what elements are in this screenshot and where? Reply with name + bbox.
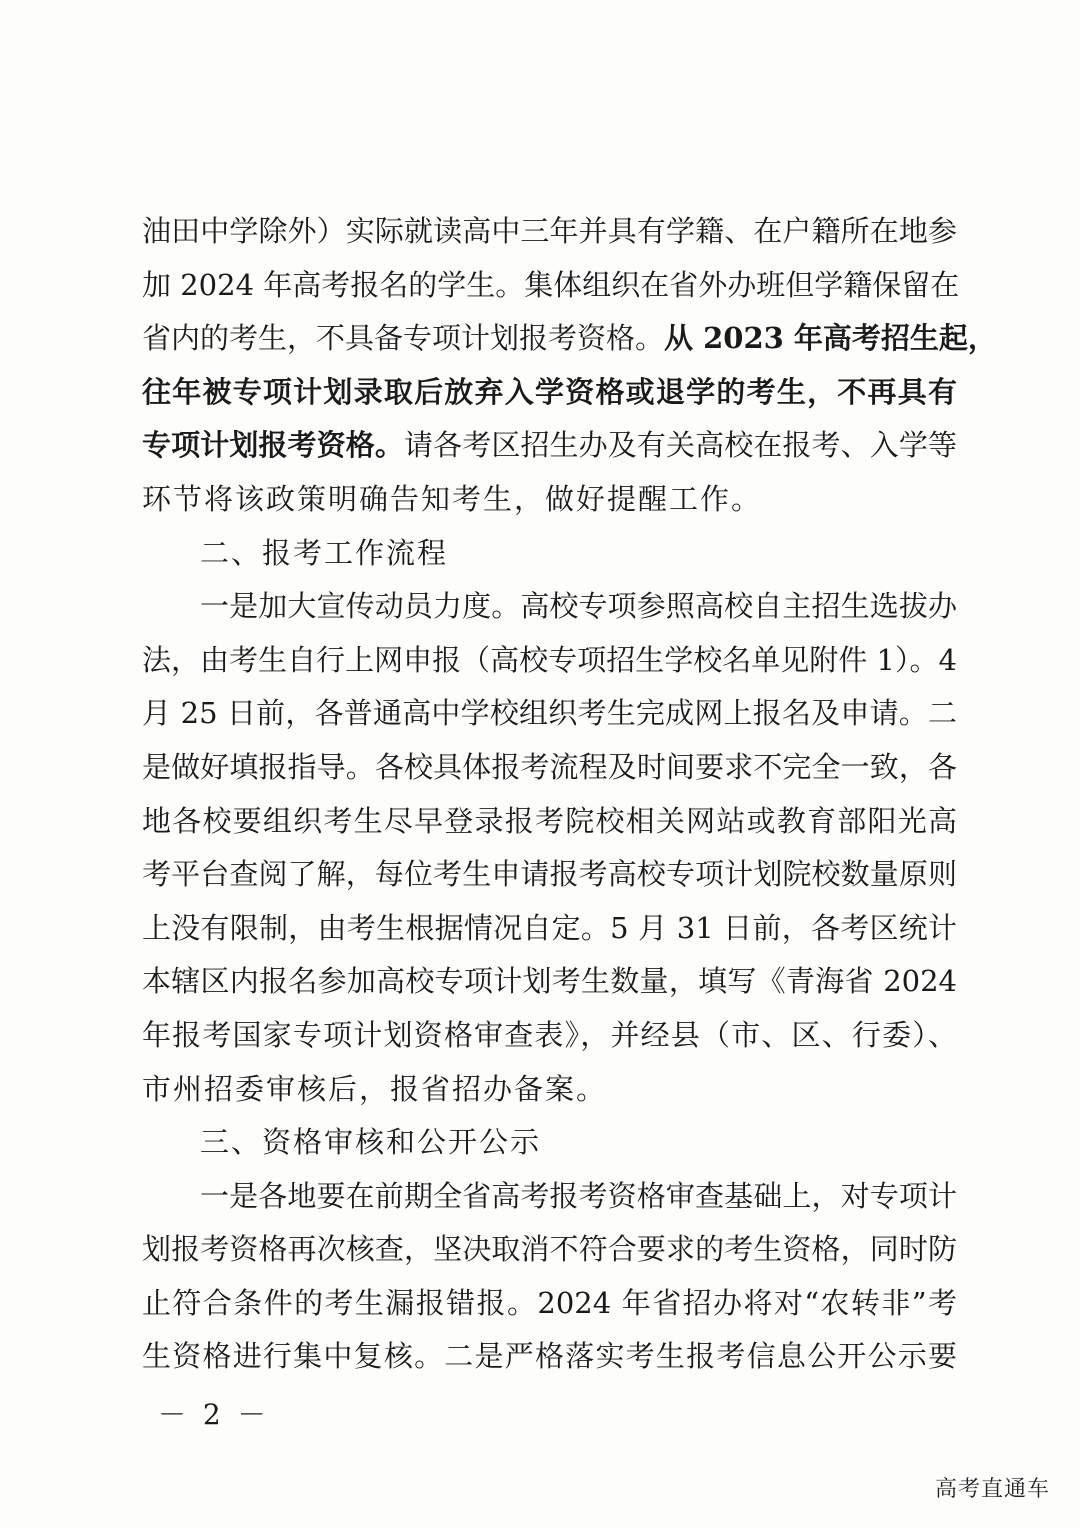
text-span: 省内的考生，不具备专项计划报考资格。 bbox=[142, 321, 665, 356]
text-line bbox=[142, 312, 997, 366]
text-line: 考平台查阅了解，每位考生申请报考高校专项计划院校数量原则 bbox=[142, 857, 957, 892]
text-line: 一是各地要在前期全省高考报考资格审查基础上，对专项计 bbox=[200, 1178, 957, 1213]
text-line: 止符合条件的考生漏报错报。2024 年省招办将对“农转非”考 bbox=[142, 1285, 957, 1320]
bold-text-span: 专项计划报考资格。 bbox=[142, 428, 404, 463]
bold-text-line: 往年被专项计划录取后放弃入学资格或退学的考生，不再具有 bbox=[142, 374, 957, 409]
text-line: 市州招委审核后，报省招办备案。 bbox=[142, 1071, 608, 1106]
text-line: 上没有限制，由考生根据情况自定。5 月 31 日前，各考区统计 bbox=[142, 910, 957, 945]
text-line: 环节将该政策明确告知考生，做好提醒工作。 bbox=[142, 481, 763, 516]
text-line: 地各校要组织考生尽早登录报考院校相关网站或教育部阳光高 bbox=[142, 803, 957, 838]
text-line: 年报考国家专项计划资格审查表》，并经县（市、区、行委）、 bbox=[142, 1017, 957, 1052]
page-number: － 2 － bbox=[158, 1398, 270, 1431]
text-line: 油田中学除外）实际就读高中三年并具有学籍、在户籍所在地参 bbox=[142, 214, 957, 248]
text-line: 是做好填报指导。各校具体报考流程及时间要求不完全一致，各 bbox=[142, 749, 957, 784]
text-line: 月 25 日前，各普通高中学校组织考生完成网上报名及申请。二 bbox=[142, 696, 957, 731]
text-span: 请各考区招生办及有关高校在报考、入学等 bbox=[404, 428, 957, 463]
text-line: 划报考资格再次核查，坚决取消不符合要求的考生资格，同时防 bbox=[142, 1232, 957, 1267]
text-line: 生资格进行集中复核。二是严格落实考生报考信息公开公示要 bbox=[142, 1339, 957, 1374]
watermark-text: 高考直通车 bbox=[934, 1477, 1050, 1502]
section-heading-2: 二、报考工作流程 bbox=[200, 535, 449, 570]
section-heading-3: 三、资格审核和公开公示 bbox=[200, 1125, 542, 1160]
bold-text-span: 从 2023 年高考招生起， bbox=[664, 321, 997, 356]
text-line: 一是加大宣传动员力度。高校专项参照高校自主招生选拔办 bbox=[200, 589, 957, 624]
text-line: 加 2024 年高考报名的学生。集体组织在省外办班但学籍保留在 bbox=[142, 267, 960, 302]
text-line bbox=[142, 419, 957, 473]
text-line: 本辖区内报名参加高校专项计划考生数量，填写《青海省 2024 bbox=[142, 964, 957, 999]
document-body bbox=[142, 205, 997, 1384]
text-line: 法，由考生自行上网申报（高校专项招生学校名单见附件 1）。4 bbox=[142, 642, 957, 677]
